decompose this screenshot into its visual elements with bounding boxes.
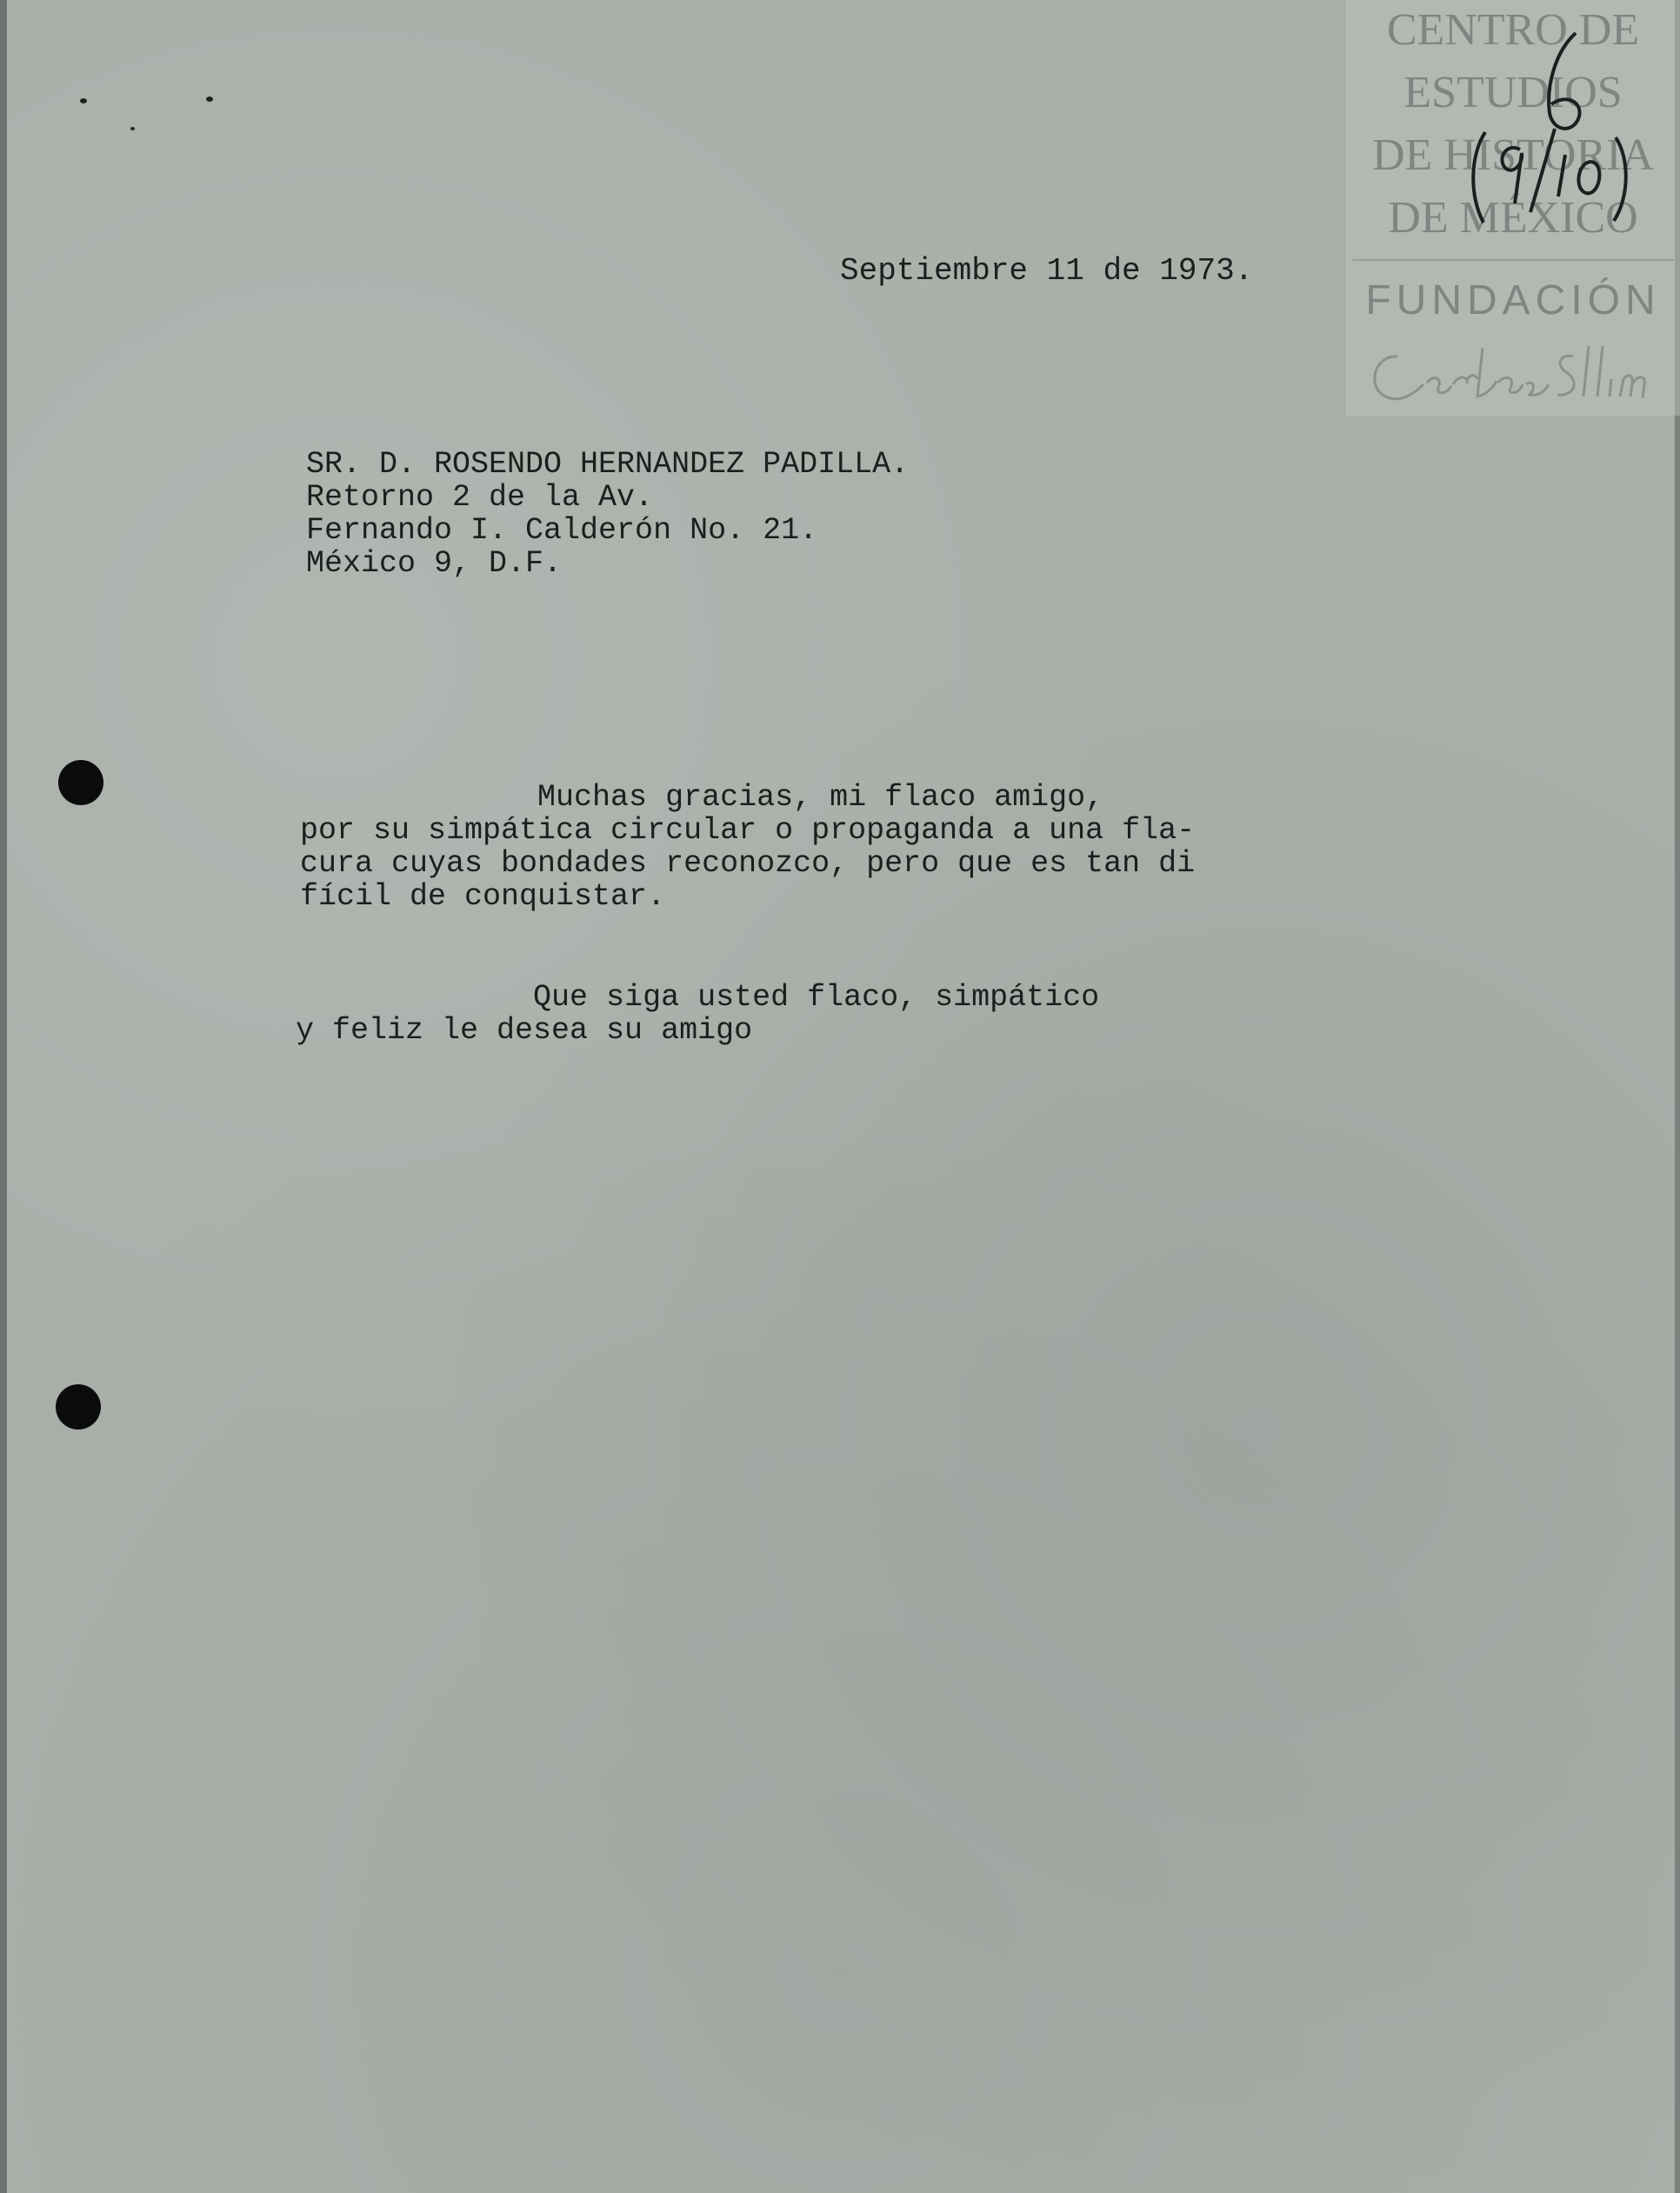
recipient-address-block <box>306 448 909 580</box>
recipient-address-line: Retorno 2 de la Av. <box>306 480 654 515</box>
stamp-line: DE HISTORIA <box>1371 130 1655 180</box>
handwritten-page-number <box>1443 26 1643 235</box>
ink-speck <box>206 97 213 102</box>
paragraph-line: Que siga usted flaco, simpático <box>296 980 1100 1015</box>
paragraph-line: y feliz le desea su amigo <box>296 1013 753 1048</box>
recipient-city-line: México 9, D.F. <box>306 546 563 581</box>
binder-hole <box>58 760 103 805</box>
stamp-foundation-label: FUNDACIÓN <box>1365 277 1661 323</box>
recipient-address-line: Fernando I. Calderón No. 21. <box>306 513 818 548</box>
ink-speck <box>80 98 87 103</box>
stamp-line: ESTUDIOS <box>1403 68 1623 117</box>
letter-closing-paragraph <box>296 981 1099 1047</box>
recipient-name: SR. D. ROSENDO HERNANDEZ PADILLA. <box>306 447 910 482</box>
binder-hole <box>56 1384 101 1430</box>
paragraph-line: cura cuyas bondades reconozco, pero que es tan di <box>300 846 1196 881</box>
scan-edge-left <box>0 0 7 2193</box>
ink-speck <box>130 127 135 130</box>
signature-logo <box>1356 330 1677 417</box>
stamp-line: DE MÉXICO <box>1388 193 1638 243</box>
paragraph-line: Muchas gracias, mi flaco amigo, <box>300 780 1104 815</box>
paragraph-line: por su simpática circular o propaganda a una fla- <box>300 813 1196 848</box>
paragraph-line: fícil de conquistar. <box>300 879 666 914</box>
stamp-divider <box>1352 259 1674 261</box>
letter-date: Septiembre 11 de 1973. <box>840 253 1254 289</box>
stamp-line: CENTRO DE <box>1386 5 1640 55</box>
letter-paragraph <box>300 781 1195 913</box>
